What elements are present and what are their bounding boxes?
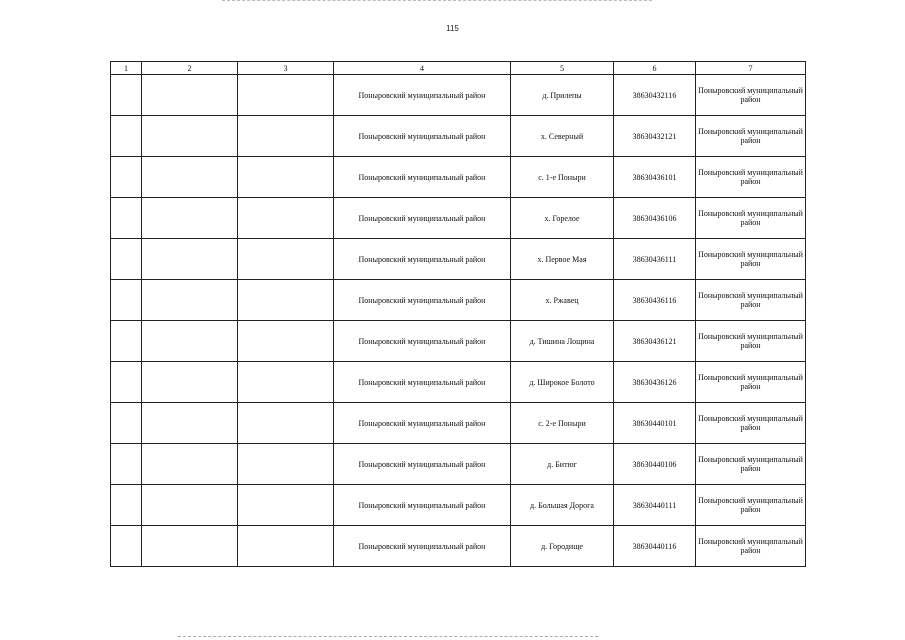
cell-col-2 (142, 239, 238, 280)
cell-col-3 (238, 444, 334, 485)
cell-settlement: д. Городище (511, 526, 614, 567)
data-table (110, 61, 806, 567)
column-header-5: 5 (511, 62, 614, 75)
cell-municipality: Поныровский муниципальный район (696, 526, 806, 567)
cell-col-2 (142, 116, 238, 157)
cell-settlement: х. Горелое (511, 198, 614, 239)
cell-district: Поныровский муниципальный район (334, 239, 511, 280)
cell-settlement: д. Тишина Лощина (511, 321, 614, 362)
cell-col-2 (142, 485, 238, 526)
cell-municipality: Поныровский муниципальный район (696, 403, 806, 444)
cell-col-3 (238, 116, 334, 157)
cell-col-3 (238, 526, 334, 567)
cell-settlement: х. Ржавец (511, 280, 614, 321)
cell-municipality: Поныровский муниципальный район (696, 280, 806, 321)
cell-settlement: д. Битюг (511, 444, 614, 485)
cell-district: Поныровский муниципальный район (334, 75, 511, 116)
cell-col-3 (238, 362, 334, 403)
table-row (111, 157, 806, 198)
cell-col-3 (238, 280, 334, 321)
cell-col-2 (142, 75, 238, 116)
column-header-3: 3 (238, 62, 334, 75)
cell-col-1 (111, 321, 142, 362)
cell-district: Поныровский муниципальный район (334, 444, 511, 485)
table-row (111, 403, 806, 444)
cell-settlement: с. 2-е Поныри (511, 403, 614, 444)
cell-municipality: Поныровский муниципальный район (696, 485, 806, 526)
cell-col-1 (111, 157, 142, 198)
cell-municipality: Поныровский муниципальный район (696, 444, 806, 485)
table-row (111, 485, 806, 526)
cell-settlement: д. Широкое Болото (511, 362, 614, 403)
page-number: 115 (446, 24, 459, 33)
column-header-7: 7 (696, 62, 806, 75)
table-row (111, 526, 806, 567)
cell-district: Поныровский муниципальный район (334, 362, 511, 403)
cell-code: 38630436101 (614, 157, 696, 198)
cell-settlement: х. Северный (511, 116, 614, 157)
cell-col-1 (111, 280, 142, 321)
cell-col-3 (238, 239, 334, 280)
top-scan-rule (222, 0, 652, 1)
cell-code: 38630436116 (614, 280, 696, 321)
cell-col-2 (142, 362, 238, 403)
cell-col-1 (111, 198, 142, 239)
cell-settlement: с. 1-е Поныри (511, 157, 614, 198)
table-row (111, 116, 806, 157)
cell-code: 38630432116 (614, 75, 696, 116)
cell-col-1 (111, 239, 142, 280)
cell-code: 38630436106 (614, 198, 696, 239)
cell-code: 38630440111 (614, 485, 696, 526)
cell-col-2 (142, 403, 238, 444)
cell-code: 38630440106 (614, 444, 696, 485)
cell-district: Поныровский муниципальный район (334, 485, 511, 526)
cell-municipality: Поныровский муниципальный район (696, 116, 806, 157)
cell-settlement: д. Большая Дорога (511, 485, 614, 526)
cell-col-2 (142, 321, 238, 362)
cell-col-1 (111, 362, 142, 403)
table-row (111, 75, 806, 116)
cell-col-1 (111, 116, 142, 157)
table-row (111, 444, 806, 485)
cell-col-2 (142, 198, 238, 239)
table-body (111, 75, 806, 567)
cell-municipality: Поныровский муниципальный район (696, 321, 806, 362)
cell-district: Поныровский муниципальный район (334, 403, 511, 444)
cell-code: 38630432121 (614, 116, 696, 157)
cell-code: 38630440116 (614, 526, 696, 567)
cell-col-3 (238, 403, 334, 444)
cell-col-2 (142, 444, 238, 485)
table-row (111, 321, 806, 362)
cell-col-2 (142, 526, 238, 567)
column-header-6: 6 (614, 62, 696, 75)
cell-col-3 (238, 198, 334, 239)
header-row (111, 62, 806, 75)
cell-col-1 (111, 526, 142, 567)
cell-municipality: Поныровский муниципальный район (696, 157, 806, 198)
cell-col-2 (142, 280, 238, 321)
table-row (111, 362, 806, 403)
cell-col-1 (111, 403, 142, 444)
cell-district: Поныровский муниципальный район (334, 157, 511, 198)
table-row (111, 198, 806, 239)
cell-code: 38630436111 (614, 239, 696, 280)
cell-col-3 (238, 157, 334, 198)
cell-settlement: д. Прилепы (511, 75, 614, 116)
table-row (111, 280, 806, 321)
cell-code: 38630436121 (614, 321, 696, 362)
cell-col-1 (111, 75, 142, 116)
table-row (111, 239, 806, 280)
column-header-2: 2 (142, 62, 238, 75)
cell-municipality: Поныровский муниципальный район (696, 75, 806, 116)
cell-district: Поныровский муниципальный район (334, 280, 511, 321)
cell-col-2 (142, 157, 238, 198)
cell-col-3 (238, 321, 334, 362)
cell-col-1 (111, 444, 142, 485)
cell-district: Поныровский муниципальный район (334, 198, 511, 239)
cell-col-3 (238, 75, 334, 116)
cell-municipality: Поныровский муниципальный район (696, 239, 806, 280)
cell-municipality: Поныровский муниципальный район (696, 198, 806, 239)
cell-code: 38630436126 (614, 362, 696, 403)
cell-district: Поныровский муниципальный район (334, 321, 511, 362)
cell-settlement: х. Первое Мая (511, 239, 614, 280)
column-header-1: 1 (111, 62, 142, 75)
cell-district: Поныровский муниципальный район (334, 526, 511, 567)
bottom-scan-rule (178, 636, 598, 637)
column-header-4: 4 (334, 62, 511, 75)
cell-code: 38630440101 (614, 403, 696, 444)
cell-col-3 (238, 485, 334, 526)
cell-district: Поныровский муниципальный район (334, 116, 511, 157)
cell-municipality: Поныровский муниципальный район (696, 362, 806, 403)
cell-col-1 (111, 485, 142, 526)
